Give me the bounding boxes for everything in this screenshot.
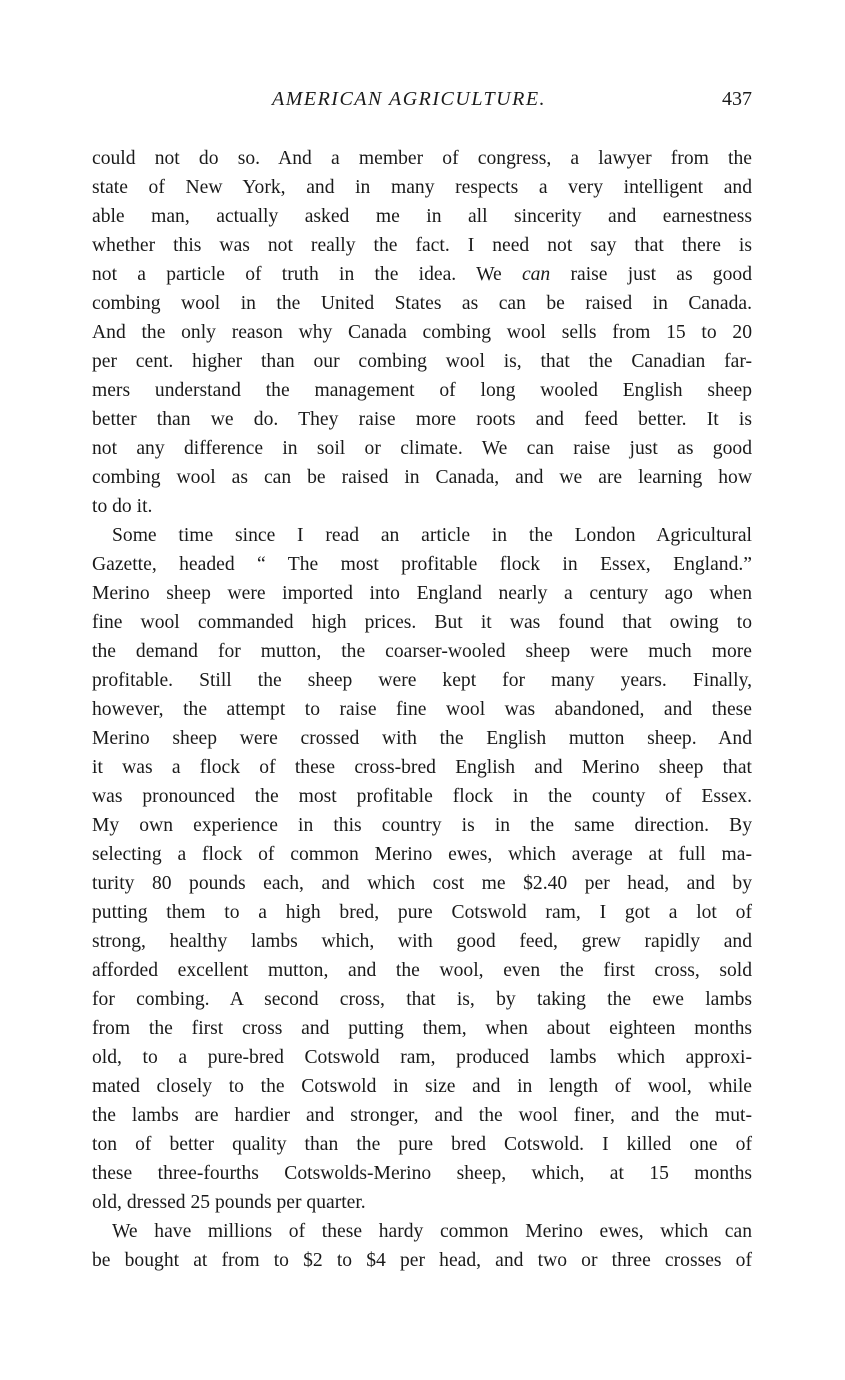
page-number: 437: [722, 88, 752, 110]
text-line: however, the attempt to raise fine wool was abandoned, and these: [92, 699, 752, 720]
text-line: mated closely to the Cotswold in size and in length of wool, while: [92, 1076, 752, 1097]
text-line: the demand for mutton, the coarser-wooled sheep were much more: [92, 641, 752, 662]
text-line: afforded excellent mutton, and the wool, even the first cross, sold: [92, 960, 752, 981]
text-line: My own experience in this country is in the same direction. By: [92, 815, 752, 836]
text-line: be bought at from to $2 to $4 per head, and two or three crosses of: [92, 1250, 752, 1271]
running-head: [92, 88, 752, 118]
text-line: state of New York, and in many respects a very intelligent and: [92, 177, 752, 198]
text-line: able man, actually asked me in all sincerity and earnestness: [92, 206, 752, 227]
text-line: the lambs are hardier and stronger, and the wool finer, and the mut-: [92, 1105, 752, 1126]
text-line: these three-fourths Cotswolds-Merino sheep, which, at 15 months: [92, 1163, 752, 1184]
text-line: We have millions of these hardy common Merino ewes, which can: [112, 1221, 752, 1242]
text-line: not any difference in soil or climate. We can raise just as good: [92, 438, 752, 459]
text-line: was pronounced the most profitable flock in the county of Essex.: [92, 786, 752, 807]
paragraph-2: [82, 521, 752, 1217]
text-line: to do it.: [92, 496, 153, 517]
text-line: not a particle of truth in the idea. We can raise just as good: [92, 264, 752, 285]
text-line: strong, healthy lambs which, with good feed, grew rapidly and: [92, 931, 752, 952]
text-line: could not do so. And a member of congress, a lawyer from the: [92, 148, 752, 169]
text-line: combing wool as can be raised in Canada, and we are learning how: [92, 467, 752, 488]
text-line: And the only reason why Canada combing wool sells from 15 to 20: [92, 322, 752, 343]
text-line: mers understand the management of long wooled English sheep: [92, 380, 752, 401]
text-line: whether this was not really the fact. I need not say that there is: [92, 235, 752, 256]
text-line: putting them to a high bred, pure Cotswold ram, I got a lot of: [92, 902, 752, 923]
text-line: Merino sheep were crossed with the English mutton sheep. And: [92, 728, 752, 749]
text-line: ton of better quality than the pure bred Cotswold. I killed one of: [92, 1134, 752, 1155]
text-line: fine wool commanded high prices. But it was found that owing to: [92, 612, 752, 633]
text-line: old, dressed 25 pounds per quarter.: [92, 1192, 366, 1213]
paragraph-3: [82, 1217, 752, 1275]
body-text: [82, 144, 752, 1275]
text-line: profitable. Still the sheep were kept for many years. Finally,: [92, 670, 752, 691]
text-line: better than we do. They raise more roots and feed better. It is: [92, 409, 752, 430]
text-line: selecting a flock of common Merino ewes, which average at full ma-: [92, 844, 752, 865]
text-line: Gazette, headed “ The most profitable flock in Essex, England.”: [92, 554, 752, 575]
text-line: for combing. A second cross, that is, by taking the ewe lambs: [92, 989, 752, 1010]
text-line: old, to a pure-bred Cotswold ram, produced lambs which approxi-: [92, 1047, 752, 1068]
text-line: from the first cross and putting them, when about eighteen months: [92, 1018, 752, 1039]
text-line: per cent. higher than our combing wool is, that the Canadian far-: [92, 351, 752, 372]
paragraph-1: [82, 144, 752, 521]
text-line: Some time since I read an article in the London Agricultural: [112, 525, 752, 546]
running-title: AMERICAN AGRICULTURE.: [272, 88, 547, 110]
text-line: it was a flock of these cross-bred English and Merino sheep that: [92, 757, 752, 778]
text-line: combing wool in the United States as can be raised in Canada.: [92, 293, 752, 314]
text-line: Merino sheep were imported into England nearly a century ago when: [92, 583, 752, 604]
text-line: turity 80 pounds each, and which cost me $2.40 per head, and by: [92, 873, 752, 894]
